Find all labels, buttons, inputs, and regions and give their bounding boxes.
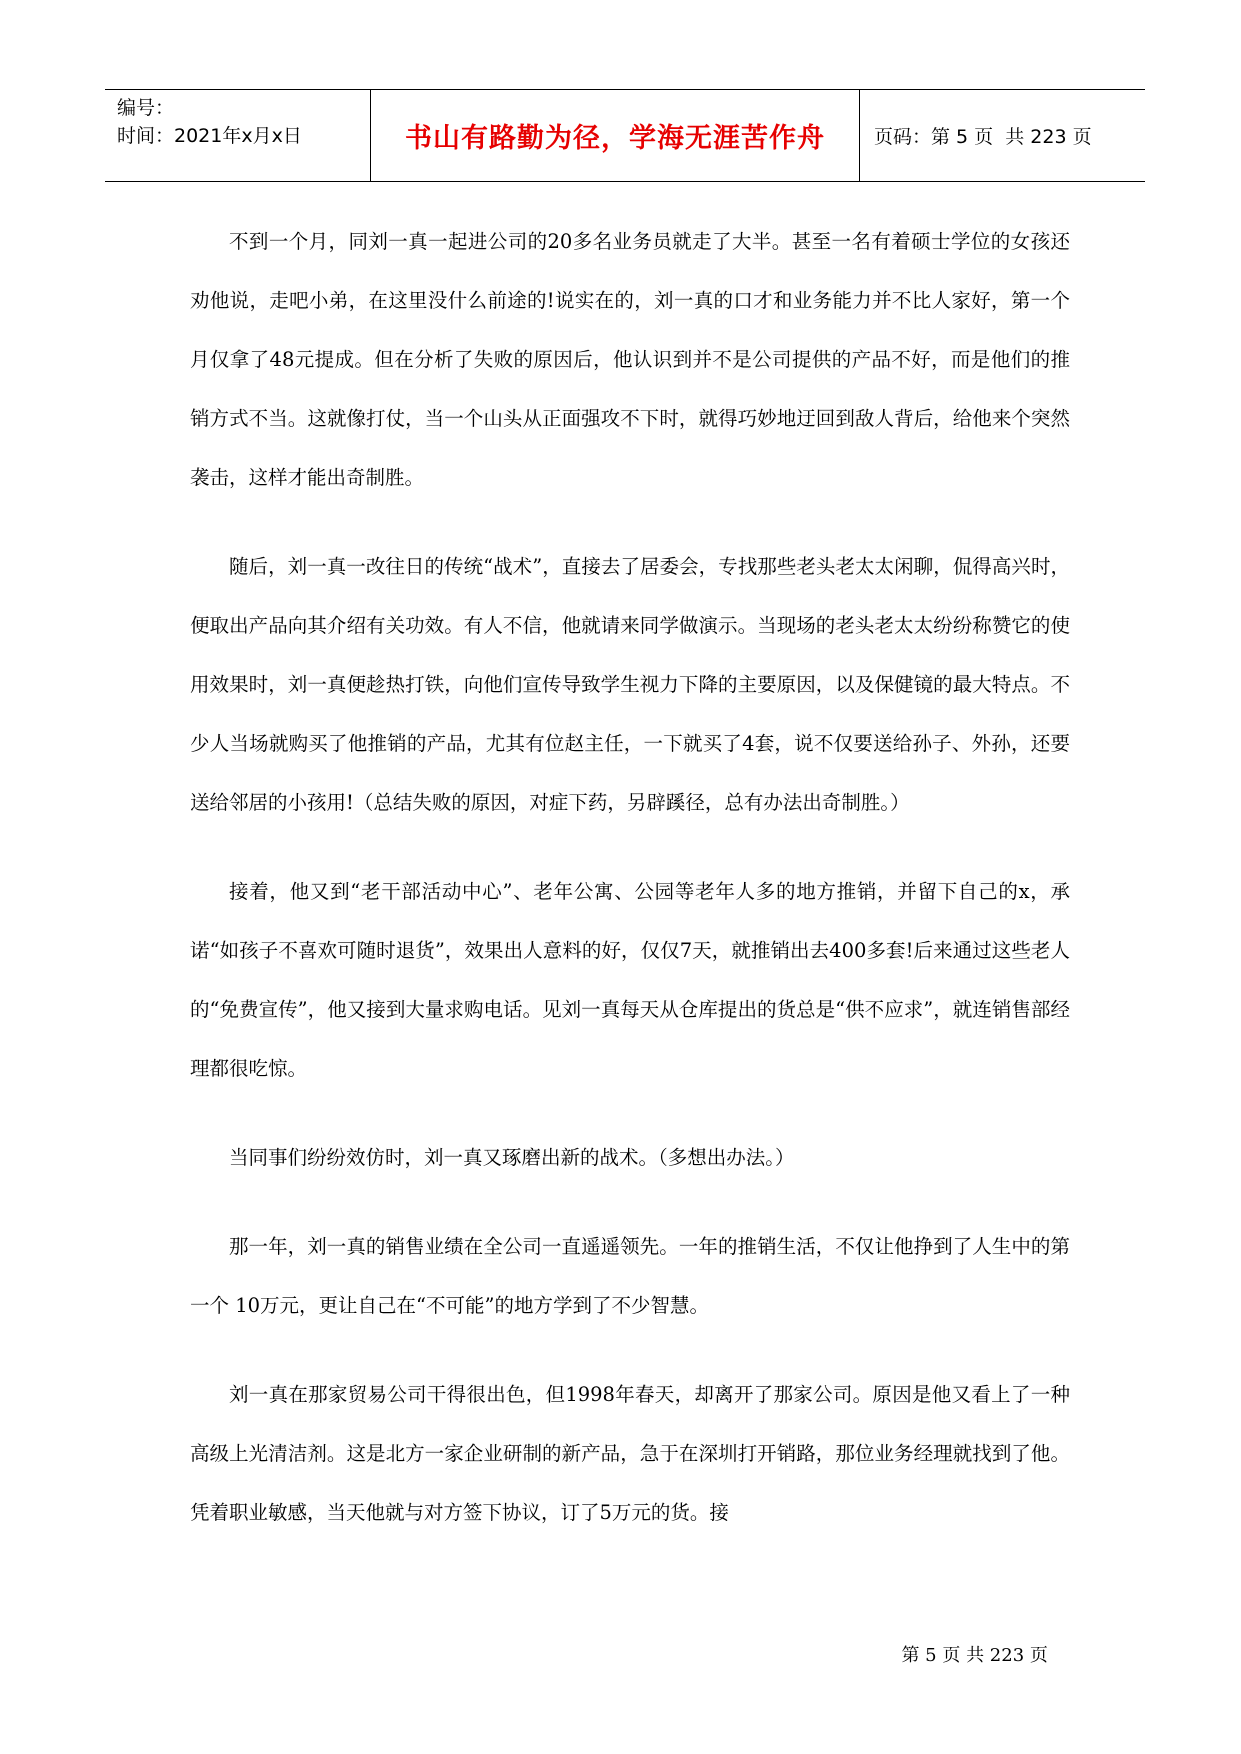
serial-number-label: 编号：	[117, 97, 175, 119]
paragraph: 刘一真在那家贸易公司干得很出色，但1998年春天，却离开了那家公司。原因是他又看上了一种高级上光清洁剂。这是北方一家企业研制的新产品，急于在深圳打开销路，那位业务经理就找到了他。凭着职业敏感，当天他就与对方签下协议，订了5万元的货。接	[190, 1383, 1070, 1524]
header-meta-cell	[105, 90, 371, 181]
page-header	[105, 89, 1145, 182]
document-body	[190, 212, 1070, 1572]
header-page-code: 页码：第 5 页 共 223 页	[874, 126, 1092, 148]
footer-page-number: 第 5 页 共 223 页	[901, 1645, 1048, 1666]
paragraph: 接着，他又到“老干部活动中心”、老年公寓、公园等老年人多的地方推销，并留下自己的x，承诺“如孩子不喜欢可随时退货”，效果出人意料的好，仅仅7天，就推销出去400多套!后来通过这些老人的“免费宣传”，他又接到大量求购电话。见刘一真每天从仓库提出的货总是“供不应求”，就连销售部经理都很吃惊。	[190, 880, 1070, 1080]
header-page-cell	[860, 90, 1145, 181]
paragraph: 当同事们纷纷效仿时，刘一真又琢磨出新的战术。（多想出办法。）	[229, 1146, 795, 1169]
motto-text: 书山有路勤为径，学海无涯苦作舟	[405, 123, 825, 154]
paragraph: 那一年，刘一真的销售业绩在全公司一直遥遥领先。一年的推销生活，不仅让他挣到了人生中的第一个 10万元，更让自己在“不可能”的地方学到了不少智慧。	[190, 1235, 1070, 1317]
paragraph: 不到一个月，同刘一真一起进公司的20多名业务员就走了大半。甚至一名有着硕士学位的女孩还劝他说，走吧小弟，在这里没什么前途的!说实在的，刘一真的口才和业务能力并不比人家好，第一个月仅拿了48元提成。但在分析了失败的原因后，他认识到并不是公司提供的产品不好，而是他们的推销方式不当。这就像打仗，当一个山头从正面强攻不下时，就得巧妙地迂回到敌人背后，给他来个突然袭击，这样才能出奇制胜。	[190, 230, 1070, 489]
header-motto-cell	[371, 90, 860, 181]
page-footer	[890, 1620, 1048, 1667]
time-line: 时间：2021年x月x日	[117, 125, 302, 147]
paragraph: 随后，刘一真一改往日的传统“战术”，直接去了居委会，专找那些老头老太太闲聊，侃得高兴时，便取出产品向其介绍有关功效。有人不信，他就请来同学做演示。当现场的老头老太太纷纷称赞它的使用效果时，刘一真便趁热打铁，向他们宣传导致学生视力下降的主要原因，以及保健镜的最大特点。不少人当场就购买了他推销的产品，尤其有位赵主任，一下就买了4套，说不仅要送给孙子、外孙，还要送给邻居的小孩用!（总结失败的原因，对症下药，另辟蹊径，总有办法出奇制胜。）	[190, 555, 1070, 814]
